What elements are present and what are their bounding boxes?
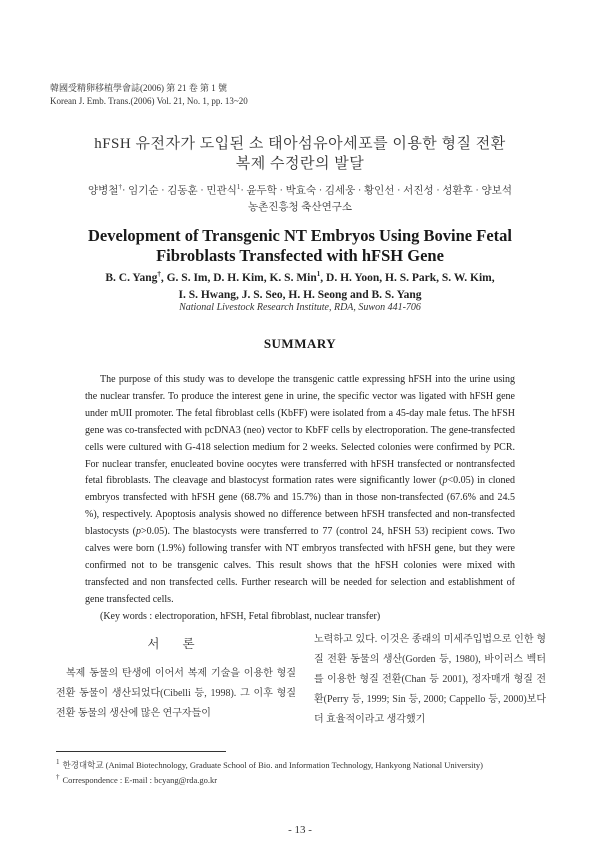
footnote-correspondence bbox=[56, 771, 483, 786]
journal-header-english: Korean J. Emb. Trans.(2006) Vol. 21, No. 1, pp. 13~20 bbox=[50, 96, 248, 106]
intro-right-column bbox=[314, 630, 546, 730]
summary-text-part3: >0.05). The blastocysts were transferred to 77 (control 24, hFSH 53) recipient cows. Two calves were born (1.9%) following transfer with NT embryos transfected with hFSH gene, but they were confirmed not to be transgenic calves. This result shows that the hFSH colonies were mixed with transfected and non transfected cells. Further research will be needed for selection and establishment of gene transfected cells. bbox=[85, 526, 515, 605]
korean-author-mid: · 임기순 · 김동훈 · 민관식 bbox=[121, 185, 237, 197]
korean-title-line1: hFSH 유전자가 도입된 소 태아섬유아세포를 이용한 형질 전환 bbox=[94, 136, 506, 152]
korean-author-first: 양병철 bbox=[88, 185, 119, 197]
english-author-line1 bbox=[0, 266, 600, 287]
english-author-rest: , D. H. Yoon, H. S. Park, S. W. Kim, bbox=[320, 271, 495, 284]
footnote-mark: 1 bbox=[56, 758, 60, 766]
english-title-line1: Development of Transgenic NT Embryos Using Bovine Fetal bbox=[88, 226, 512, 245]
summary-heading: SUMMARY bbox=[263, 336, 337, 351]
korean-authors bbox=[0, 179, 600, 216]
footnote-correspondence-text: Correspondence : E-mail : bcyang@rda.go.kr bbox=[62, 774, 218, 785]
english-title bbox=[0, 226, 600, 266]
footnote-divider bbox=[56, 751, 226, 752]
intro-heading: 서 론 bbox=[147, 637, 205, 651]
footnotes bbox=[56, 756, 483, 786]
english-author-mid: , G. S. Im, D. H. Kim, K. S. Min bbox=[160, 271, 317, 284]
korean-author-list bbox=[0, 179, 600, 200]
summary-text-part2: <0.05) in cloned embryos transfected with hFSH gene (68.7% and 15.7%) than in those non-transfected (67.6% and 24.5 %), respectively. Apoptosis analysis showed no difference between hFSH transfected and non-transfected blastocysts ( bbox=[85, 475, 515, 538]
keywords: (Key words : electroporation, hFSH, Fetal fibroblast, nuclear transfer) bbox=[100, 610, 381, 622]
dagger-mark: † bbox=[157, 270, 161, 278]
footnote-affiliation-text: 한경대학교 (Animal Biotechnology, Graduate School of Bio. and Information Technology, Hankyong National University) bbox=[62, 759, 483, 770]
english-authors bbox=[0, 266, 600, 304]
korean-title bbox=[0, 134, 600, 174]
summary-text-part1: The purpose of this study was to develope the transgenic cattle expressing hFSH into the urine using the nuclear transfer. To produce the interest gene in urine, the specific vector was ligated with hFSH gene under mUII promoter. The fetal fibroblast cells (KbFF) were isolated from a 45-day male fetus. The hFSH gene was co-transfected with pcDNA3 (neo) vector to KbFF cells by electroporation. The gene-transfected cells were cultured with G-418 selection medium for 2 weeks. Selected colonies were confirmed by PCR. For nuclear transfer, enucleated bovine oocytes were transferred with hFSH transfected or nontransfected fetal fibroblasts. The cleavage and blastocyst formation rates were significantly lower ( bbox=[85, 374, 515, 487]
page-number: - 13 - bbox=[288, 824, 312, 836]
p-value-symbol: p bbox=[135, 526, 141, 538]
journal-header-korean: 韓國受精卵移植學會誌(2006) 第 21 卷 第 1 號 bbox=[50, 83, 227, 93]
korean-author-rest: · 윤두학 · 박효숙 · 김세웅 · 황인선 · 서진성 · 성환후 · 양보석 bbox=[240, 185, 512, 197]
affil-mark: 1 bbox=[236, 183, 241, 191]
english-author-line2: I. S. Hwang, J. S. Seo, H. H. Seong and B. S. Yang bbox=[178, 288, 422, 301]
p-value-symbol: p bbox=[442, 475, 448, 487]
journal-header bbox=[50, 82, 248, 108]
korean-affiliation: 농촌진흥청 축산연구소 bbox=[247, 201, 353, 213]
dagger-mark: † bbox=[118, 183, 122, 191]
footnote-mark: † bbox=[56, 772, 60, 781]
korean-title-line2: 복제 수정란의 발달 bbox=[235, 156, 365, 172]
intro-right-text: 노력하고 있다. 이것은 종래의 미세주입법으로 인한 형질 전환 동물의 생산(Gorden 등, 1980), 바이러스 벡터를 이용한 형질 전환(Chan 등 2001), 정자매개 형질 전환(Perry 등, 1999; Sin 등, 2000; Cappello 등, 2000)보다 더 효율적이라고 생각했기 bbox=[314, 634, 546, 725]
intro-left-column bbox=[56, 634, 296, 724]
english-author-first: B. C. Yang bbox=[105, 271, 158, 284]
affil-mark: 1 bbox=[316, 270, 321, 278]
footnote-affiliation bbox=[56, 756, 483, 771]
english-title-line2: Fibroblasts Transfected with hFSH Gene bbox=[156, 246, 444, 265]
intro-left-text: 복제 동물의 탄생에 이어서 복제 기술을 이용한 형질 전환 동물이 생산되었다(Cibelli 등, 1998). 그 이후 형질 전환 동물의 생산에 많은 연구자들이 bbox=[56, 668, 296, 719]
summary-abstract bbox=[85, 372, 515, 626]
english-affiliation: National Livestock Research Institute, RDA, Suwon 441-706 bbox=[179, 302, 421, 313]
summary-paragraph bbox=[85, 372, 515, 609]
